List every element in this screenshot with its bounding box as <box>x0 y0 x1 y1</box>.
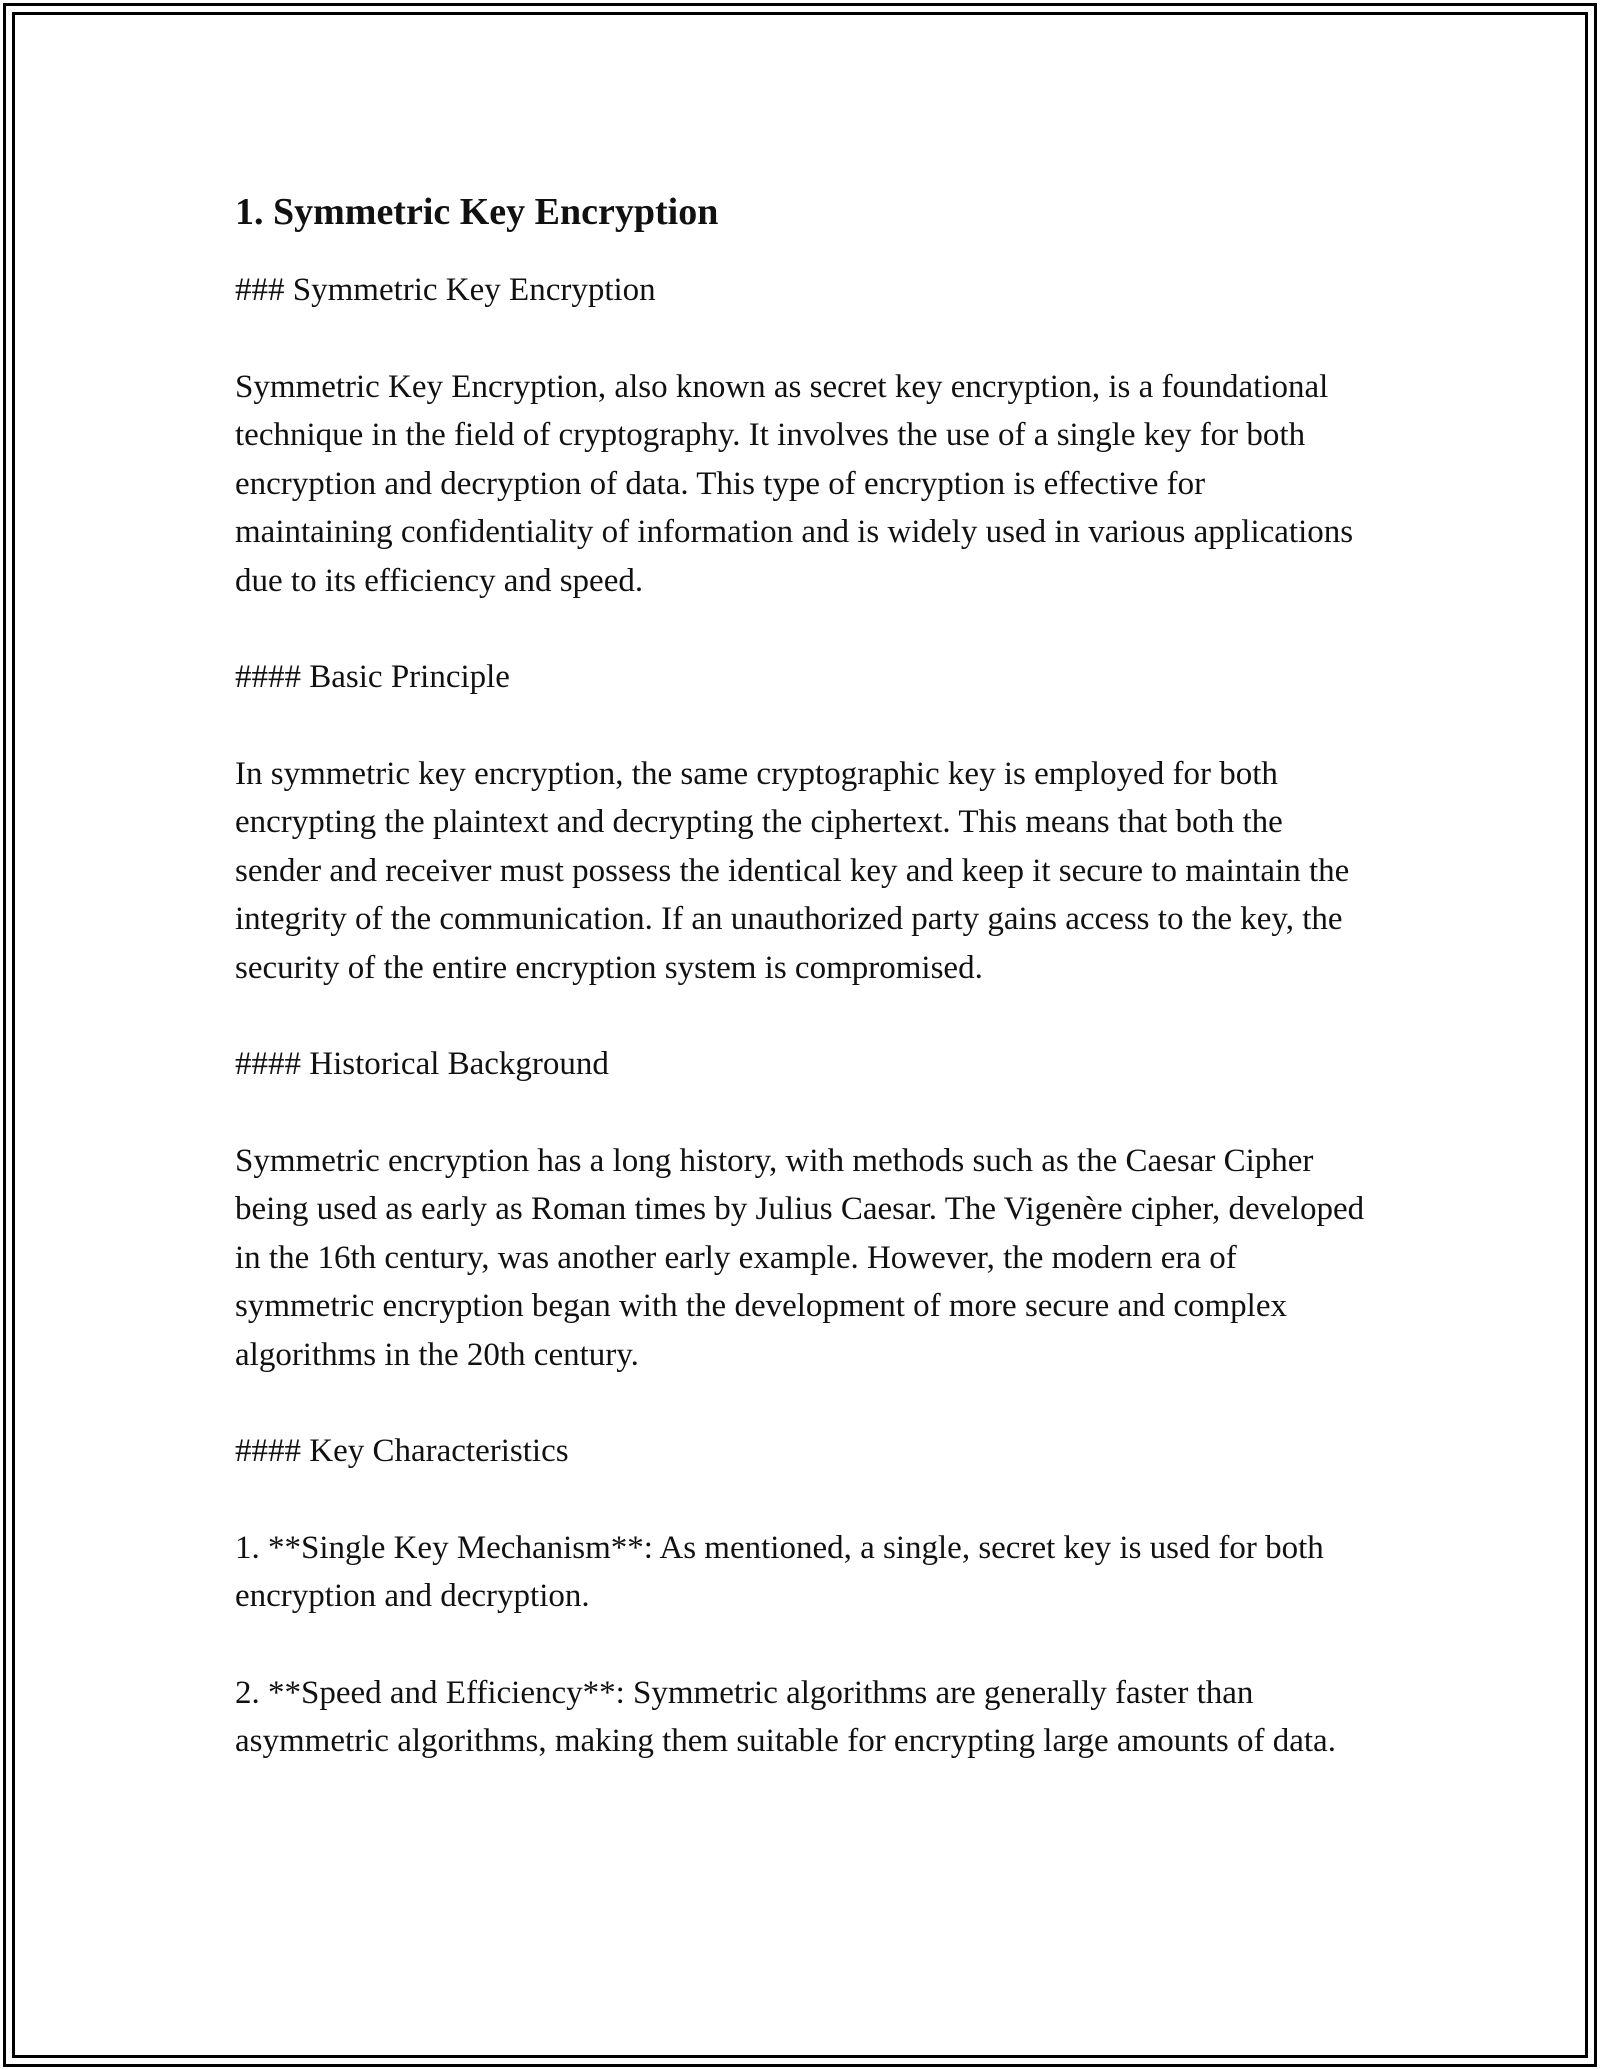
subheading-basic-principle: #### Basic Principle <box>235 659 510 695</box>
paragraph-basic-principle: In symmetric key encryption, the same cryptographic key is employed for both encrypting the plaintext and decrypting the ciphertext. This means that both the sender and receiver must possess the identical key and keep it secure to maintain the integrity of the communication. If an unauthorized party gains access to the key, the security of the entire encryption system is compromised. <box>235 755 1350 986</box>
document-body <box>235 186 1365 1814</box>
paragraph-introduction: Symmetric Key Encryption, also known as secret key encryption, is a foundational technique in the field of cryptography. It involves the use of a single key for both encryption and decryption of data. This type of encryption is effective for maintaining confidentiality of information and is widely used in various applications due to its efficiency and speed. <box>235 368 1354 599</box>
list-item-speed-and-efficiency: 2. **Speed and Efficiency**: Symmetric algorithms are generally faster than asymmetric algorithms, making them suitable for encrypting large amounts of data. <box>235 1674 1336 1759</box>
subheading-historical-background: #### Historical Background <box>235 1046 609 1082</box>
list-item-single-key-mechanism: 1. **Single Key Mechanism**: As mentioned, a single, secret key is used for both encryption and decryption. <box>235 1529 1324 1614</box>
paragraph-historical-background: Symmetric encryption has a long history, with methods such as the Caesar Cipher being used as early as Roman times by Julius Caesar. The Vigenère cipher, developed in the 16th century, was another early example. However, the modern era of symmetric encryption began with the development of more secure and complex algorithms in the 20th century. <box>235 1142 1365 1373</box>
page-title: 1. Symmetric Key Encryption <box>235 191 719 233</box>
subheading-symmetric-key-encryption: ### Symmetric Key Encryption <box>235 272 656 308</box>
subheading-key-characteristics: #### Key Characteristics <box>235 1433 569 1469</box>
